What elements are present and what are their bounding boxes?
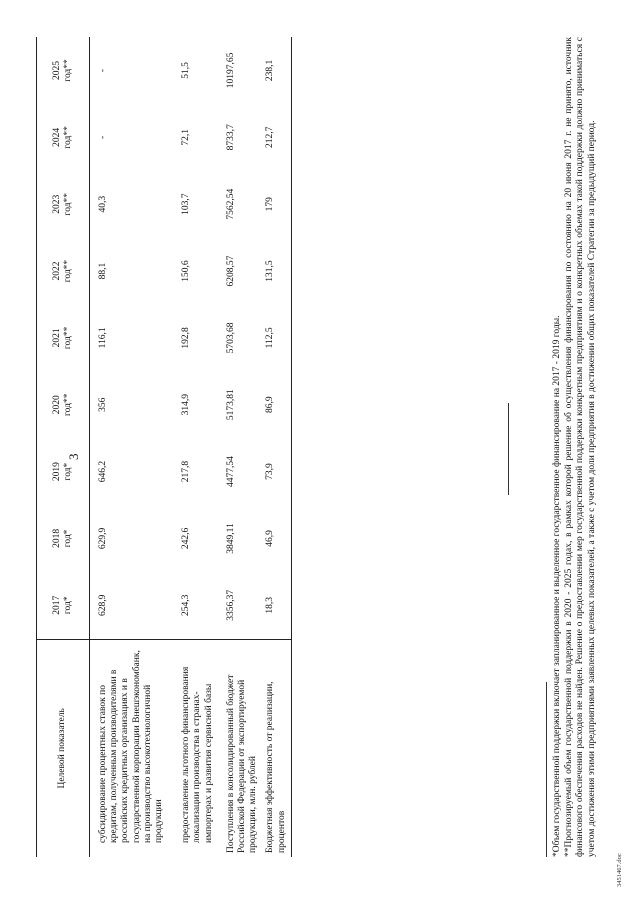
table-cell: 5703,68	[225, 322, 236, 354]
table-row	[262, 37, 291, 857]
table-cell: 103,7	[181, 193, 192, 215]
row-label: предоставление льготного финансирования локализации производства в странах-импортерах и развития сервисной базы	[173, 639, 223, 857]
table-header-row	[37, 37, 90, 857]
table-cell: -	[98, 135, 108, 139]
table-cell: 356	[98, 397, 108, 412]
table-cell: 40,3	[98, 195, 108, 213]
table-cell: 179	[262, 171, 291, 238]
table-row	[173, 37, 223, 857]
table-cell: 10197,65	[225, 52, 236, 89]
table-cell: 629,9	[98, 527, 108, 550]
table-cell: 73,9	[262, 438, 291, 505]
table-row	[223, 37, 263, 857]
table-cell: 112,5	[262, 304, 291, 371]
table-cell: -	[98, 68, 108, 73]
table-cell: 116,1	[98, 327, 108, 349]
table-cell: 131,5	[262, 238, 291, 305]
table-cell: 4477,54	[225, 456, 236, 488]
table-cell: 6208,57	[225, 255, 236, 287]
table-cell: 3849,11	[225, 523, 236, 554]
header-year: 2024 год**	[37, 104, 90, 171]
table-cell: 150,6	[181, 260, 192, 282]
header-year: 2021 год**	[37, 304, 90, 371]
table-cell: 5173,81	[225, 389, 236, 421]
header-year: 2025 год**	[37, 37, 90, 104]
row-label: Бюджетная эффективность от реализации, процентов	[262, 639, 291, 857]
header-year: 2017 год*	[37, 572, 90, 639]
document-id: 3451467.doc	[616, 853, 623, 887]
table-cell: 212,7	[262, 104, 291, 171]
table-cell: 18,3	[262, 572, 291, 639]
footnote-separator	[546, 682, 547, 857]
table-cell: 254,3	[181, 594, 192, 616]
table-cell: 3356,37	[225, 589, 236, 621]
table-cell: 628,9	[98, 594, 108, 616]
separator-line	[508, 403, 509, 495]
header-year: 2020 год**	[37, 371, 90, 438]
table-cell: 217,8	[181, 460, 192, 483]
table-cell: 8733,7	[225, 124, 236, 151]
table-cell: 46,9	[262, 505, 291, 572]
row-label: Поступления в консолидированный бюджет Российской Федерации от экспортируемой продукции, млн. рублей	[223, 639, 263, 857]
table-cell: 646,2	[98, 460, 108, 483]
table-cell: 192,8	[181, 327, 192, 349]
header-year: 2022 год**	[37, 238, 90, 305]
header-target-indicator: Целевой показатель	[37, 639, 90, 857]
table-cell: 86,9	[262, 371, 291, 438]
table-row	[90, 37, 174, 857]
table-cell: 314,9	[181, 394, 192, 416]
footnote-2: **Прогнозируемый объем государственной поддержки в 2020 - 2025 годах, в рамках которой решение об осуществления финансирования по состоянию на 20 июня 2017 г. не принято, источник финансового обеспечения расходов не найден. Решение о предоставлении мер государственной поддержки конкретным предприятиям и о конкретных объемах такой поддержки должно приниматься с учетом достижения этими предприятиями заявленных целевых показателей, а также с учетом доли предприятия в достижении общих показателей Стратегии за предыдущий период.	[563, 37, 597, 857]
table-cell: 72,1	[181, 129, 192, 146]
footnote-1: *Объем государственной поддержки включает запланированное и выделенное государственное финансирование на 2017 - 2019 годы.	[552, 315, 562, 857]
footnotes	[552, 37, 598, 857]
header-year: 2018 год*	[37, 505, 90, 572]
table-cell: 7562,54	[225, 188, 236, 220]
table-cell: 51,5	[181, 62, 192, 79]
page-number: 3	[66, 453, 81, 460]
table-cell: 88,1	[98, 262, 108, 280]
header-year: 2019 год*	[37, 438, 90, 505]
table-cell: 242,6	[181, 527, 192, 550]
table-cell: 238,1	[262, 37, 291, 104]
header-year: 2023 год**	[37, 171, 90, 238]
target-indicators-table	[36, 37, 292, 857]
row-label: субсидирование процентных ставок по кредитам, полученным производителями в российских кредитных организациях и в государственной корпорации Внешэкономбанк, на производство высокотехнологичной продукции	[90, 639, 174, 857]
